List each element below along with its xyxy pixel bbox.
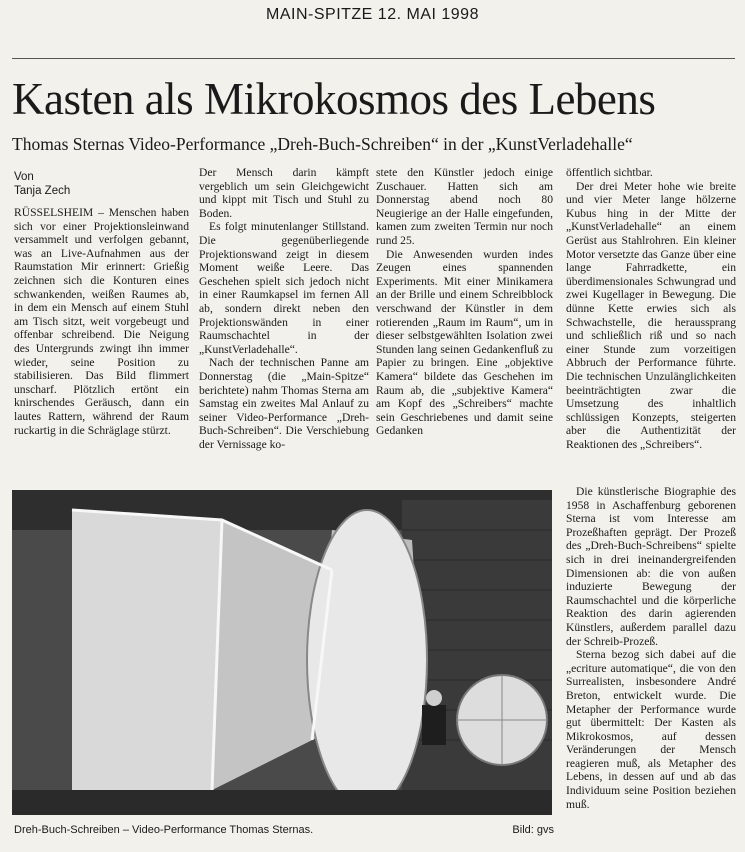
article-column-2 xyxy=(199,166,369,451)
paragraph: öffentlich sichtbar. xyxy=(566,166,653,179)
performance-photo xyxy=(12,490,552,815)
paragraph: Es folgt minutenlanger Stillstand. Die gegenüberliegende Projektionswand zeigt in diesem Moment weiße Leere. Das Geschehen spielt sich jedoch nicht in einer Raumkapsel im fernen All ab, sondern direkt neben den Projektionswänden in einer Raumschachtel in der „KunstVerladehalle“. xyxy=(199,220,369,356)
byline-author: Tanja Zech xyxy=(14,185,71,197)
masthead: MAIN-SPITZE 12. MAI 1998 xyxy=(266,6,479,23)
paragraph: stete den Künstler jedoch einige Zuschauer. Hatten sich am Donnerstag abend noch 80 Neugierige an der Halle eingefunden, kamen zum zweiten Termin nur noch rund 25. xyxy=(376,166,553,247)
paragraph: Die künstlerische Biographie des 1958 in Aschaffenburg geborenen Sterna ist vom Interesse am Prozeßhaften geprägt. Der Prozeß des „Dreh-Buch-Schreibens“ spielte sich in drei ineinandergreifenden Dimensionen ab: die von außen induzierte Bewegung der Raumschachtel und die körperliche Reaktion des darin agierenden Künstlers, außerdem parallel dazu der Schreib-Prozeß. xyxy=(566,485,736,648)
paragraph: RÜSSELSHEIM – Menschen haben sich vor einer Projektionsleinwand versammelt und verfolgen gebannt, was an Live-Aufnahmen aus der Raumstation Mir erinnert: Grießig zeichnen sich die Konturen eines schwankenden, weißen Raumes ab, in dem ein Mensch auf einem Stuhl am Tisch sitzt, weit vorgebeugt und offenbar schreibend. Die Neigung des Untergrunds zwingt ihn immer wieder, seine Position zu stabilisieren. Das Bild flimmert unscharf. Plötzlich ertönt ein knirschendes Geräusch, dann ein lautes Rattern, während der Raum ruckartig in die Schräglage stürzt. xyxy=(14,206,189,437)
byline xyxy=(14,170,70,198)
paragraph: Der drei Meter hohe wie breite und vier Meter lange hölzerne Kubus hing in der Mitte der „KunstVerladehalle“ an einem Gerüst aus Stahlrohren. Ein kleiner Motor versetzte das Ganze über eine lange Fahrradkette, ein überdimensionales Schwungrad und zwei Kugellager in Bewegung. Die dünne Kette erwies sich als Schwachstelle, die heraussprang und schließlich riß und so nach einer Stunde zum vorzeitigen Abbruch der Performance führte. Die technischen Unzulänglichkeiten beeinträchtigten zwar die Umsetzung des inhaltlich schlüssigen Konzepts, steigerten aber die Authentizität der Reaktionen des „Schreibers“. xyxy=(566,179,736,451)
photo-illustration xyxy=(12,490,552,815)
photo-caption-row xyxy=(14,824,554,836)
article-column-1 xyxy=(14,206,189,437)
subhead: Thomas Sternas Video-Performance „Dreh-Buch-Schreiben“ in der „KunstVerladehalle“ xyxy=(12,134,633,154)
paragraph: Nach der technischen Panne am Donnerstag (die „Main-Spitze“ berichtete) nahm Thomas Sterna am Samstag ein zweites Mal Anlauf zu seiner Video-Performance „Dreh-Buch-Schreiben“. Die Verschiebung der Vernissage ko- xyxy=(199,356,369,451)
article-column-4-continued xyxy=(566,485,736,811)
photo-credit: Bild: gvs xyxy=(512,824,554,836)
header-rule xyxy=(12,58,735,59)
paragraph: Der Mensch darin kämpft vergeblich um sein Gleichgewicht und kippt mit Tisch und Stuhl zu Boden. xyxy=(199,166,369,220)
photo-caption: Dreh-Buch-Schreiben – Video-Performance Thomas Sternas. xyxy=(14,824,314,836)
headline: Kasten als Mikrokosmos des Lebens xyxy=(12,74,656,124)
paragraph: Die Anwesenden wurden indes Zeugen eines spannenden Experiments. Mit einer Minikamera an der Brille und einem Schreibblock verschwand der Künstler in dem rotierenden „Raum im Raum“, um in dieser selbstgewählten Isolation zwei Stunden lang seinen Gedankenfluß zu Papier zu bringen. Eine „objektive Kamera“ bildete das Geschehen im Raum ab, die „subjektive Kamera“ am Kopf des „Schreibers“ machte sein Geschriebenes und damit seine Gedanken xyxy=(376,247,553,438)
article-column-3 xyxy=(376,166,553,438)
paragraph: Sterna bezog sich dabei auf die „ecriture automatique“, die von den Surrealisten, insbesondere André Breton, entwickelt wurde. Die Metapher der Performance wurde gut übermittelt: Der Kasten als Mikrokosmos, auf dessen Veränderungen der Mensch reagieren muß, als Metapher des Lebens, in dessen auf und ab das Individuum seine Position beziehen muß. xyxy=(566,648,736,811)
byline-prefix: Von xyxy=(14,171,34,183)
article-column-4 xyxy=(566,166,736,451)
